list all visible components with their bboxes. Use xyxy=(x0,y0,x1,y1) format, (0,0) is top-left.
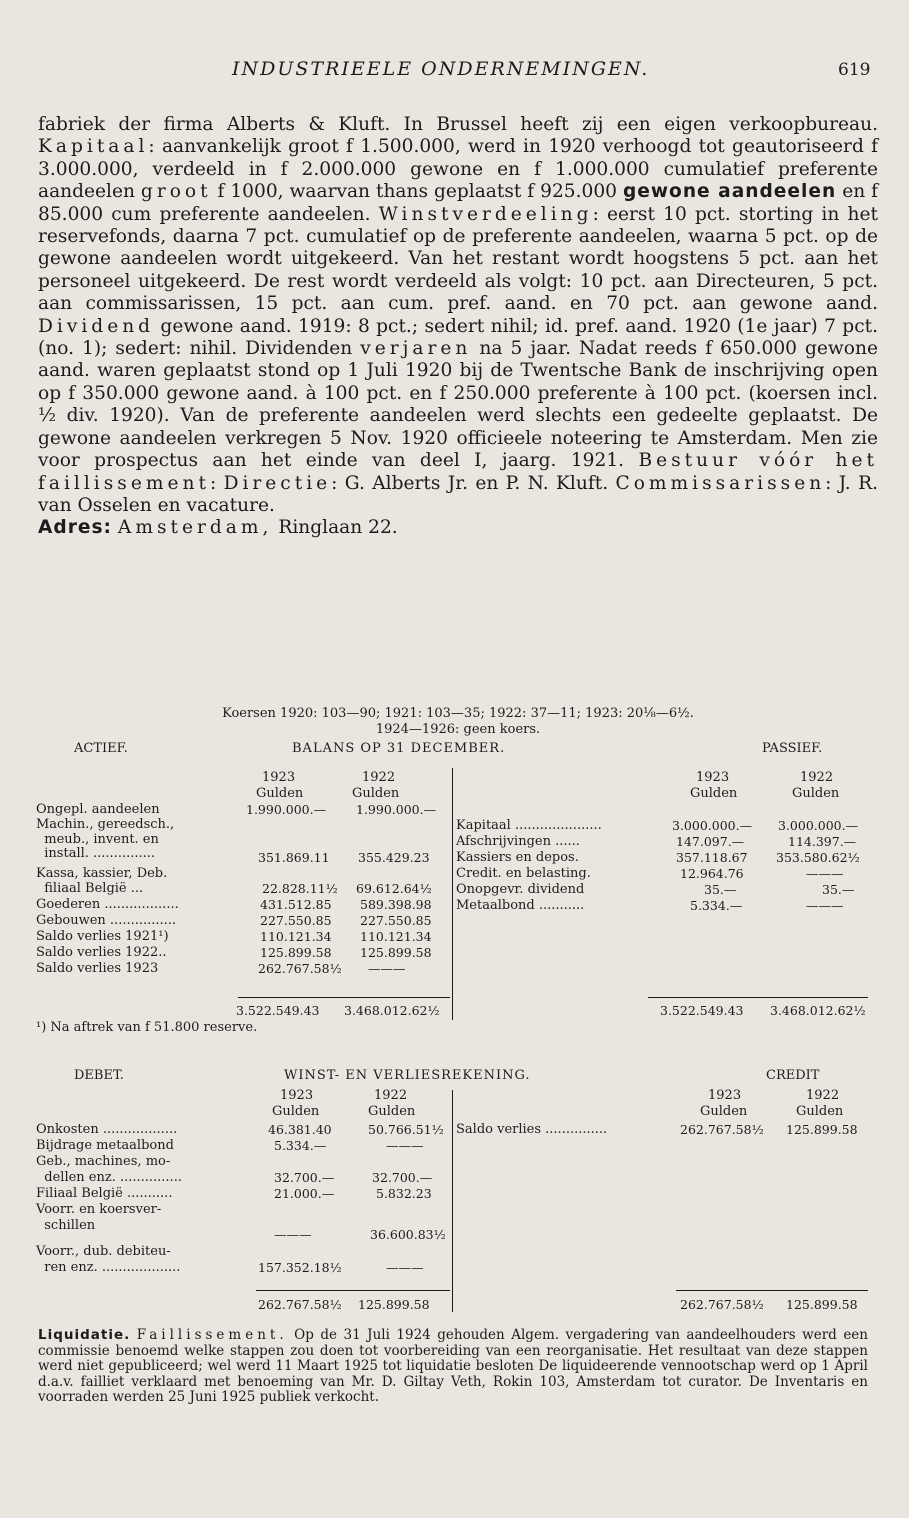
company-description xyxy=(38,114,878,540)
balance-total-right-1923: 3.522.549.43 xyxy=(660,1003,744,1018)
winst-left-v2: ——— xyxy=(386,1260,424,1275)
running-header xyxy=(0,58,909,84)
koersen-line-2: 1924—1926: geen koers. xyxy=(375,722,541,737)
unit-left-1: Gulden xyxy=(256,786,304,801)
year-1923-left: 1923 xyxy=(262,770,296,785)
page-title: INDUSTRIEELE ONDERNEMINGEN. xyxy=(232,58,650,80)
adres-label: Adres: xyxy=(38,517,112,539)
winst-left-label: Filiaal België ........... xyxy=(36,1186,173,1201)
winst-left-total-rule xyxy=(256,1290,450,1291)
balance-left-v2: 227.550.85 xyxy=(360,913,432,928)
balance-total-right-1922: 3.468.012.62½ xyxy=(770,1003,866,1018)
balance-right-v2: ——— xyxy=(806,898,844,913)
balance-right-total-rule xyxy=(648,997,868,998)
balance-right-label: Onopgevr. dividend xyxy=(456,882,585,897)
year-1923-left: 1923 xyxy=(280,1088,314,1103)
liquidatie-label: Liquidatie. xyxy=(38,1327,131,1343)
winst-left-label: Geb., machines, mo- dellen enz. ............... xyxy=(36,1154,182,1185)
unit-right-1: Gulden xyxy=(690,786,738,801)
directie-label: Directie xyxy=(223,472,332,494)
year-1923-right: 1923 xyxy=(708,1088,742,1103)
unit-right-1: Gulden xyxy=(700,1104,748,1119)
balance-left-label: Saldo verlies 1922.. xyxy=(36,945,167,960)
balance-left-label: Saldo verlies 1921¹) xyxy=(36,929,173,944)
balance-left-v2: 69.612.64½ xyxy=(356,881,432,896)
balance-right-v1: 35.— xyxy=(704,882,737,897)
koersen-block xyxy=(38,706,878,738)
balance-left-label: Gebouwen ................ xyxy=(36,913,177,928)
balance-footnote: ¹) Na aftrek van f 51.800 reserve. xyxy=(36,1020,258,1035)
winstverdeeling-label: Winstverdeeling xyxy=(378,203,593,225)
winst-left-label: Bijdrage metaalbond xyxy=(36,1138,174,1153)
balance-right-label: Kapitaal ..................... xyxy=(456,818,602,833)
winst-right-v1: 262.767.58½ xyxy=(680,1122,764,1137)
winst-left-v1: 21.000.— xyxy=(274,1186,335,1201)
verjaren-label: verjaren xyxy=(360,338,472,360)
liquidatie-text: Op de 31 Juli 1924 gehouden Algem. vergadering van aandeelhouders werd een commissie benoemd welke stappen zou doen tot voorbereiding van een reorganisatie. Het resultaat van deze stappen werd niet gepubliceerd; wel werd 11 Maart 1925 tot liquidatie besloten De liquideerende vennootschap werd op 1 April d.a.v. failliet verklaard met benoeming van Mr. D. Giltay Veth, Rokin 103, Amsterdam tot curator. De Inventaris en voorraden werden 25 Juni 1925 publiek verkocht. xyxy=(38,1327,868,1406)
balance-right-v2: 3.000.000.— xyxy=(778,818,859,833)
winst-right-total-rule xyxy=(676,1290,868,1291)
balance-right-v1: 147.097.— xyxy=(676,834,745,849)
winst-title: WINST- EN VERLIESREKENING. xyxy=(284,1068,531,1083)
winst-left-v1: 5.334.— xyxy=(274,1138,327,1153)
winst-left-label: Voorr. en koersver- schillen xyxy=(36,1202,162,1233)
balance-left-v1: 110.121.34 xyxy=(260,929,332,944)
winst-total-right-1922: 125.899.58 xyxy=(786,1297,858,1312)
balance-left-v1: 125.899.58 xyxy=(260,945,332,960)
balance-right-label: Credit. en belasting. xyxy=(456,866,591,881)
balance-right-v2: ——— xyxy=(806,866,844,881)
page-number: 619 xyxy=(838,60,871,80)
winst-left-v2: 32.700.— xyxy=(372,1170,433,1185)
text-part: gewone aand. 1919: 8 pct.; sedert nihil; id. pref. aand. 1920 (1e jaar) 7 pct. (no. 1); sedert: nihil. Dividenden xyxy=(38,315,878,360)
balance-left-v2: 589.398.98 xyxy=(360,897,432,912)
balance-left-label: Machin., gereedsch., meub., invent. en install. ............... xyxy=(36,817,175,861)
dividend-label: Dividend xyxy=(38,315,155,337)
text-part: : G. Alberts Jr. en P. N. Kluft. xyxy=(331,472,616,494)
text-part: : eerst 10 pct. storting in het reservefonds, daarna 7 pct. cumulatief op de preferente aandeelen, waarna 5 pct. op de gewone aandeelen wordt uitgekeerd. Van het restant wordt hoogstens 5 pct. aan het personeel uitgekeerd. De rest wordt verdeeld als volgt: 10 pct. aan Directeuren, 5 pct. aan commissarissen, 15 pct. aan cum. pref. aand. en 70 pct. aan gewone aand. xyxy=(38,203,878,315)
winst-left-v2: 36.600.83½ xyxy=(370,1227,446,1242)
balance-right-label: Kassiers en depos. xyxy=(456,850,579,865)
winst-right-v2: 125.899.58 xyxy=(786,1122,858,1137)
balance-left-label: Ongepl. aandeelen xyxy=(36,802,160,817)
balance-total-left-1922: 3.468.012.62½ xyxy=(344,1003,440,1018)
winst-left-v1: 157.352.18½ xyxy=(258,1260,342,1275)
balance-right-v1: 357.118.67 xyxy=(676,850,748,865)
balance-total-left-1923: 3.522.549.43 xyxy=(236,1003,320,1018)
text-part: : xyxy=(209,472,224,494)
winst-left-v2: 50.766.51½ xyxy=(368,1122,444,1137)
debet-heading: DEBET. xyxy=(74,1068,124,1083)
passief-heading: PASSIEF. xyxy=(762,741,823,756)
unit-left-1: Gulden xyxy=(272,1104,320,1119)
credit-heading: CREDIT xyxy=(766,1068,820,1083)
balance-left-label: Goederen .................. xyxy=(36,897,179,912)
year-1922-left: 1922 xyxy=(362,770,396,785)
winst-left-label: Voorr., dub. debiteu- ren enz. ................... xyxy=(36,1244,181,1275)
winst-total-left-1922: 125.899.58 xyxy=(358,1297,430,1312)
balance-left-v1: 227.550.85 xyxy=(260,913,332,928)
adres-street: Ringlaan 22. xyxy=(272,517,398,539)
balance-left-v2: 110.121.34 xyxy=(360,929,432,944)
groot-label: groot xyxy=(140,181,212,203)
unit-left-2: Gulden xyxy=(368,1104,416,1119)
faillissement-label: Faillissement. xyxy=(136,1327,288,1343)
balance-right-v2: 35.— xyxy=(822,882,855,897)
winst-total-right-1923: 262.767.58½ xyxy=(680,1297,764,1312)
liquidatie-paragraph xyxy=(38,1328,868,1406)
adres-city: Amsterdam, xyxy=(117,517,273,539)
text-part: na 5 jaar. Nadat reeds f 650.000 gewone aand. waren geplaatst stond op 1 Juli 1920 bij de Twentsche Bank de inschrijving open op f 350.000 gewone aand. à 100 pct. en f 250.000 preferente à 100 pct. (koersen incl. ½ div. 1920). Van de preferente aandeelen werd slechts een gedeelte geplaatst. De gewone aandeelen verkregen 5 Nov. 1920 officieele noteering te Amsterdam. Men zie voor prospectus aan het einde van deel I, jaarg. 1921. xyxy=(38,338,878,472)
text-part: : J. R. van Osselen en vacature. xyxy=(38,472,878,516)
koersen-line-1: Koersen 1920: 103—90; 1921: 103—35; 1922: 37—11; 1923: 20⅛—6½. xyxy=(222,706,694,721)
balance-left-v2: 1.990.000.— xyxy=(356,802,437,817)
unit-right-2: Gulden xyxy=(792,786,840,801)
winst-right-label: Saldo verlies ............... xyxy=(456,1122,608,1137)
winst-left-v1: ——— xyxy=(274,1227,312,1242)
unit-left-2: Gulden xyxy=(352,786,400,801)
balance-left-v2: 355.429.23 xyxy=(358,850,430,865)
year-1922-right: 1922 xyxy=(806,1088,840,1103)
balance-left-v2: 125.899.58 xyxy=(360,945,432,960)
balance-left-label: Saldo verlies 1923 xyxy=(36,961,159,976)
balance-right-v1: 3.000.000.— xyxy=(672,818,753,833)
balance-right-v2: 114.397.— xyxy=(788,834,857,849)
balance-divider xyxy=(452,768,453,1020)
year-1923-right: 1923 xyxy=(696,770,730,785)
balance-left-v1: 1.990.000.— xyxy=(246,802,327,817)
winst-left-label: Onkosten .................. xyxy=(36,1122,178,1137)
winst-total-left-1923: 262.767.58½ xyxy=(258,1297,342,1312)
balance-left-v2: ——— xyxy=(368,961,406,976)
commissarissen-label: Commissarissen xyxy=(615,472,826,494)
text-part: fabriek der firma Alberts & Kluft. In Brussel heeft zij een eigen verkoopbureau. xyxy=(38,114,878,135)
winst-left-v1: 32.700.— xyxy=(274,1170,335,1185)
winst-left-v2: ——— xyxy=(386,1138,424,1153)
bestuur-label: Bestuur vóór het faillissement xyxy=(38,450,878,494)
balance-right-label: Afschrijvingen ...... xyxy=(456,834,580,849)
balance-left-v1: 22.828.11½ xyxy=(262,881,338,896)
text-part: f 1000, waarvan thans geplaatst f 925.000 xyxy=(211,181,623,203)
winst-divider xyxy=(452,1090,453,1312)
kapitaal-label: Kapitaal xyxy=(38,136,149,158)
unit-right-2: Gulden xyxy=(796,1104,844,1119)
balance-right-label: Metaalbond ........... xyxy=(456,898,585,913)
text-part: en f 85.000 cum preferente aandeelen. xyxy=(38,181,878,225)
balance-left-v1: 431.512.85 xyxy=(260,897,332,912)
balance-right-v1: 12.964.76 xyxy=(680,866,744,881)
balance-left-v1: 262.767.58½ xyxy=(258,961,342,976)
year-1922-left: 1922 xyxy=(374,1088,408,1103)
balance-left-label: Kassa, kassier, Deb. filiaal België ... xyxy=(36,866,168,896)
balance-right-v1: 5.334.— xyxy=(690,898,743,913)
balance-left-total-rule xyxy=(238,997,450,998)
winst-left-v2: 5.832.23 xyxy=(376,1186,432,1201)
actief-heading: ACTIEF. xyxy=(74,741,128,756)
balance-right-v2: 353.580.62½ xyxy=(776,850,860,865)
balance-left-v1: 351.869.11 xyxy=(258,850,330,865)
winst-left-v1: 46.381.40 xyxy=(268,1122,332,1137)
year-1922-right: 1922 xyxy=(800,770,834,785)
balance-title: BALANS OP 31 DECEMBER. xyxy=(292,741,506,756)
gewone-aandeelen-label: gewone aandeelen xyxy=(622,181,837,203)
text-part: : aanvankelijk groot f 1.500.000, werd in 1920 verhoogd tot geautoriseerd f 3.000.000, verdeeld in f 2.000.000 gewone en f 1.000.000 cumulatief preferente aandeelen xyxy=(38,136,878,203)
